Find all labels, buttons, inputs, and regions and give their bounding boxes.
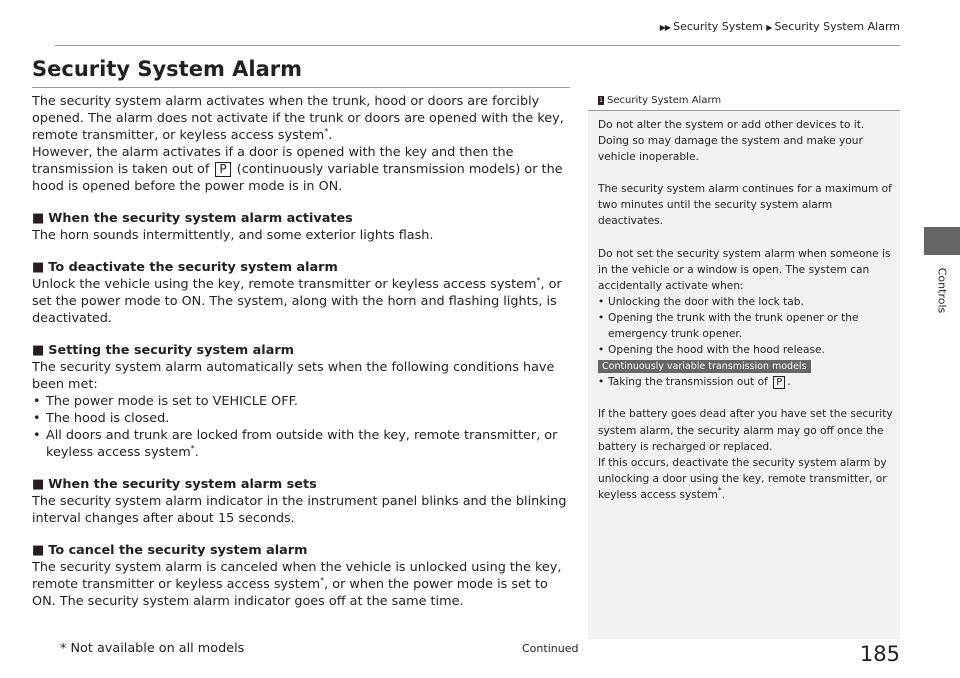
sidebar-paragraph: The security system alarm continues for a maximum of two minutes until the security system alarm deactivates. xyxy=(598,183,892,228)
square-bullet-icon: ■ xyxy=(32,260,45,275)
breadcrumb-separator-icon: ▶ xyxy=(766,23,772,32)
setting-conditions-list xyxy=(32,393,572,461)
main-content xyxy=(32,93,572,610)
park-position-icon: P xyxy=(215,162,230,177)
intro-paragraph: The security system alarm activates when the trunk, hood or doors are forcibly opened. The alarm does not activate if the trunk or doors are opened with the key, remote transmitter, or keyless access system*. xyxy=(32,94,564,143)
intro-paragraph-2: However, the alarm activates if a door is opened with the key and then the transmission is taken out of P (continuously variable transmission models) or the hood is opened before the power mode is in ON. xyxy=(32,145,563,194)
list-item: • The power mode is set to VEHICLE OFF. xyxy=(32,393,572,410)
section-text-activates: The horn sounds intermittently, and some exterior lights flash. xyxy=(32,228,434,243)
chapter-tab-label: Controls xyxy=(935,267,949,313)
list-item: • Unlocking the door with the lock tab. xyxy=(598,294,893,310)
park-position-icon: P xyxy=(773,376,785,389)
page-title: Security System Alarm xyxy=(32,57,303,81)
sidebar-list-cvt xyxy=(598,374,893,390)
list-item: • Opening the trunk with the trunk opener or the emergency trunk opener. xyxy=(598,310,893,342)
section-text-sets: The security system alarm indicator in the instrument panel blinks and the blinking interval changes after about 15 seconds. xyxy=(32,494,567,526)
section-text-setting: The security system alarm automatically sets when the following conditions have been met: xyxy=(32,360,555,392)
footnote: * Not available on all models xyxy=(60,641,245,656)
section-heading-activates: ■ When the security system alarm activates xyxy=(32,211,353,226)
sidebar-body xyxy=(598,117,893,503)
reference-number-badge: 1 xyxy=(599,97,603,104)
sidebar-paragraph: Do not alter the system or add other devices to it. Doing so may damage the system and make your vehicle inoperable. xyxy=(598,119,865,164)
footnote-marker: * xyxy=(324,127,329,136)
title-divider xyxy=(32,87,570,88)
square-bullet-icon: ■ xyxy=(32,343,45,358)
section-heading-setting: ■ Setting the security system alarm xyxy=(32,343,294,358)
list-item: • Taking the transmission out of P . xyxy=(598,374,893,390)
cvt-models-tag: Continuously variable transmission models xyxy=(598,360,811,373)
sidebar-list xyxy=(598,294,893,358)
footnote-marker: * xyxy=(190,444,195,453)
chapter-tab-marker[interactable] xyxy=(924,227,960,255)
page-number: 185 xyxy=(859,642,900,666)
footnote-marker: * xyxy=(536,276,541,285)
continued-label: Continued xyxy=(522,642,579,655)
square-bullet-icon: ■ xyxy=(32,211,45,226)
sidebar-paragraph: If this occurs, deactivate the security system alarm by unlocking a door using the key, remote transmitter, or keyless access system*. xyxy=(598,456,887,501)
sidebar-header xyxy=(588,92,900,111)
list-item: • The hood is closed. xyxy=(32,410,572,427)
list-item: • Opening the hood with the hood release. xyxy=(598,342,893,358)
sidebar-paragraph: Do not set the security system alarm when someone is in the vehicle or a window is open. The system can accidentally activate when: xyxy=(598,247,891,292)
section-heading-sets: ■ When the security system alarm sets xyxy=(32,477,317,492)
breadcrumb-item-security-system[interactable]: Security System xyxy=(673,20,763,33)
breadcrumb xyxy=(660,20,900,33)
section-heading-cancel: ■ To cancel the security system alarm xyxy=(32,543,308,558)
section-text-deactivate: Unlock the vehicle using the key, remote transmitter or keyless access system*, or set the power mode to ON. The system, along with the horn and flashing lights, is deactivated. xyxy=(32,276,562,326)
section-text-cancel: The security system alarm is canceled when the vehicle is unlocked using the key, remote transmitter or keyless access system*, or when the power mode is set to ON. The security system alarm indicator goes off at the same time. xyxy=(32,560,562,609)
breadcrumb-item-security-system-alarm[interactable]: Security System Alarm xyxy=(774,20,900,33)
list-item: • All doors and trunk are locked from outside with the key, remote transmitter, or keyless access system*. xyxy=(32,427,572,461)
section-heading-deactivate: ■ To deactivate the security system alarm xyxy=(32,260,338,275)
footnote-marker: * xyxy=(717,485,722,495)
sidebar-title: Security System Alarm xyxy=(607,95,722,106)
notes-sidebar xyxy=(588,92,900,639)
square-bullet-icon: ■ xyxy=(32,477,45,492)
square-bullet-icon: ■ xyxy=(32,543,45,558)
header-divider xyxy=(55,45,900,46)
breadcrumb-arrows-icon: ▶▶ xyxy=(659,23,671,32)
footnote-marker: * xyxy=(320,576,325,585)
sidebar-paragraph: If the battery goes dead after you have set the security system alarm, the security alarm may go off once the battery is recharged or replaced. xyxy=(598,408,893,453)
